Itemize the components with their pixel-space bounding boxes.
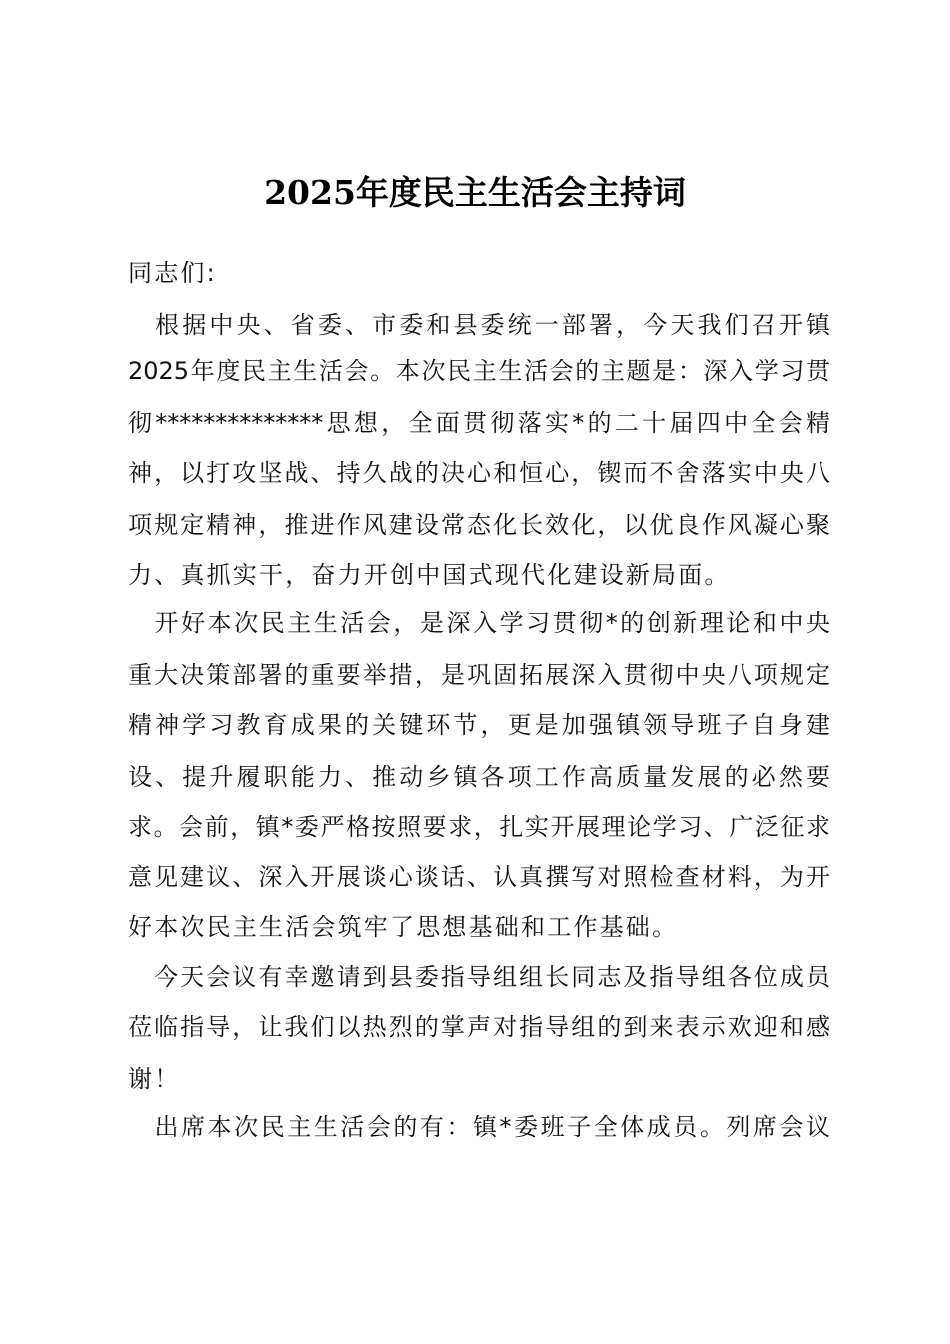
paragraph-line: 好本次民主生活会筑牢了思想基础和工作基础。 [128,913,679,941]
paragraph-line: 彻**************思想，全面贯彻落实*的二十届四中全会精 [128,409,830,437]
paragraph-line: 重大决策部署的重要举措，是巩固拓展深入贯彻中央八项规定 [128,661,830,689]
paragraph-line: 谢！ [128,1065,181,1093]
paragraph-line: 项规定精神，推进作风建设常态化长效化，以优良作风凝心聚 [128,511,830,539]
document-title: 2025年度民主生活会主持词 [264,173,686,212]
paragraph-line: 2025年度民主生活会。本次民主生活会的主题是：深入学习贯 [128,357,830,385]
paragraph-line: 今天会议有幸邀请到县委指导组组长同志及指导组各位成员 [128,963,830,991]
paragraph-line: 开好本次民主生活会，是深入学习贯彻*的创新理论和中央 [128,609,830,637]
paragraph-line: 求。会前，镇*委严格按照要求，扎实开展理论学习、广泛征求 [128,813,830,841]
paragraph-line: 设、提升履职能力、推动乡镇各项工作高质量发展的必然要 [128,763,830,791]
paragraph-line: 力、真抓实干，奋力开创中国式现代化建设新局面。 [128,561,731,589]
paragraph-line: 莅临指导，让我们以热烈的掌声对指导组的到来表示欢迎和感 [128,1013,830,1041]
paragraph-line: 意见建议、深入开展谈心谈话、认真撰写对照检查材料，为开 [128,863,830,891]
salutation: 同志们: [128,259,217,287]
paragraph-line: 出席本次民主生活会的有：镇*委班子全体成员。列席会议 [128,1113,830,1141]
paragraph-line: 神，以打攻坚战、持久战的决心和恒心，锲而不舍落实中央八 [128,459,830,487]
paragraph-line: 根据中央、省委、市委和县委统一部署，今天我们召开镇 [128,311,830,339]
paragraph-line: 精神学习教育成果的关键环节，更是加强镇领导班子自身建 [128,711,830,739]
